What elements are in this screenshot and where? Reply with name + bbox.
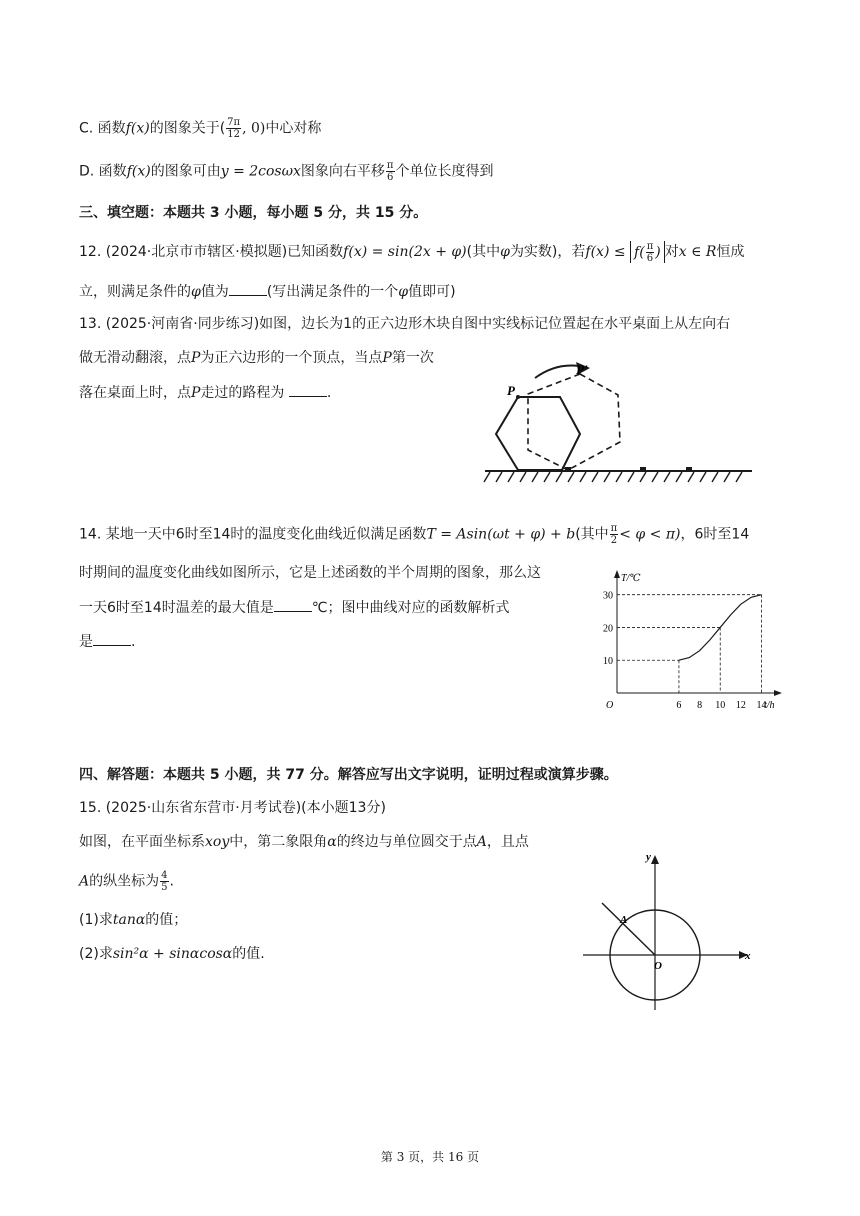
question-14-line-3: 一天6时至14时温差的最大值是 ℃；图中曲线对应的函数解析式 (79, 597, 509, 618)
point-a-label: A (620, 914, 628, 926)
x-tick-label: 6 (676, 700, 682, 711)
section-heading-answers: 四、解答题：本题共 5 小题，共 77 分。解答应写出文字说明，证明过程或演算步骤。 (79, 767, 618, 783)
vertex-dot (516, 395, 520, 399)
question-15-part-1: (1)求tanα的值； (79, 912, 188, 928)
hatch-mark (580, 472, 586, 482)
origin-label: O (654, 960, 662, 972)
y-tick-label: 30 (603, 590, 613, 602)
hatch-mark (652, 472, 658, 482)
question-12-line-2: 立，则满足条件的φ值为 (写出满足条件的一个φ值即可) (79, 281, 456, 302)
unit-circle-figure (578, 845, 758, 1015)
x-axis-arrow-icon (774, 690, 782, 696)
question-13-line-2: 做无滑动翻滚，点P为正六边形的一个顶点，当点P第一次 (79, 350, 434, 366)
table-mark (640, 467, 646, 472)
x-tick-label: 14 (756, 700, 767, 711)
question-14-line-1: 14. 某地一天中6时至14时的温度变化曲线近似满足函数T = Asin(ωt + φ) + b(其中 $\frac{\pi}{2}$ < φ < π)，6时至14 (79, 523, 750, 546)
point-p-label: P (507, 383, 515, 398)
x-axis-label: x (745, 950, 751, 962)
hatch-mark (544, 472, 550, 482)
hatch-mark (724, 472, 730, 482)
hatch-mark (700, 472, 706, 482)
y-axis-arrow-icon (651, 855, 659, 864)
question-14-line-2: 时期间的温度变化曲线如图所示，它是上述函数的半个周期的图象，那么这 (79, 565, 541, 581)
hatch-mark (604, 472, 610, 482)
question-14-line-4: 是 . (79, 631, 135, 652)
answer-blank[interactable] (93, 631, 131, 646)
page-footer: 第 3 页，共 16 页 (380, 1150, 480, 1164)
question-15-line-1: 15. (2025·山东省东营市·月考试卷)(本小题13分) (79, 800, 386, 816)
answer-blank[interactable] (229, 281, 267, 296)
hatch-mark (688, 472, 694, 482)
absolute-value: f( $\frac{\pi}{6}$ ) (630, 241, 665, 263)
x-tick-label: 12 (735, 700, 746, 711)
hexagon-rolling-figure (480, 350, 760, 485)
hatch-mark (628, 472, 634, 482)
hatch-mark (496, 472, 502, 482)
x-axis-label: t/h (764, 700, 775, 711)
x-tick-label: 8 (697, 700, 703, 711)
hatch-mark (484, 472, 490, 482)
y-tick-label: 10 (603, 656, 613, 668)
temperature-chart (595, 565, 790, 720)
question-13-line-3: 落在桌面上时，点P走过的路程为 . (79, 382, 331, 403)
hatch-mark (520, 472, 526, 482)
point-p-prime-label: P' (576, 362, 588, 377)
origin-label: O (606, 700, 614, 711)
question-12-line-1: 12. (2024·北京市市辖区·模拟题)已知函数f(x) = sin(2x + φ)(其中φ为实数)，若f(x) ≤ f( $\frac{\pi}{6}$ ) 对x ∈ R恒成 (79, 241, 745, 264)
question-13-line-1: 13. (2025·河南省·同步练习)如图，边长为1的正六边形木块自图中实线标记位置起在水平桌面上从左向右 (79, 316, 731, 332)
answer-blank[interactable] (289, 382, 327, 397)
hatch-mark (664, 472, 670, 482)
hatch-mark (616, 472, 622, 482)
table-mark (686, 467, 692, 472)
hatch-mark (556, 472, 562, 482)
question-15-line-2: 如图，在平面坐标系xoy中，第二象限角α的终边与单位圆交于点A，且点 (79, 834, 529, 850)
answer-blank[interactable] (274, 597, 312, 612)
hatch-mark (736, 472, 742, 482)
hatch-mark (676, 472, 682, 482)
y-tick-label: 20 (603, 623, 613, 635)
question-15-part-2: (2)求sin²α + sinαcosα的值. (79, 946, 265, 962)
hatch-mark (508, 472, 514, 482)
hatch-mark (592, 472, 598, 482)
hatch-mark (640, 472, 646, 482)
table-mark (565, 467, 571, 472)
solid-hexagon (496, 397, 580, 470)
question-15-line-3: A的纵坐标为 $\frac{4}{5}$ . (79, 870, 174, 893)
x-tick-label: 10 (715, 700, 726, 711)
y-axis-label: y (646, 851, 651, 863)
option-c: C. 函数f(x)的图象关于( $\frac{7\pi}{12}$ , 0)中心对称 (79, 117, 322, 140)
fraction: $\frac{7\pi}{12}$ (227, 117, 241, 140)
option-d: D. 函数f(x)的图象可由y = 2cosωx图象向右平移 $\frac{\pi}{6}$ 个单位长度得到 (79, 160, 494, 183)
hatch-mark (712, 472, 718, 482)
table-hatching (484, 472, 742, 482)
section-heading-fill-in: 三、填空题：本题共 3 小题，每小题 5 分，共 15 分。 (79, 205, 428, 221)
y-axis-arrow-icon (614, 570, 620, 578)
y-axis-label: T/℃ (621, 573, 641, 584)
hatch-mark (532, 472, 538, 482)
fraction: $\frac{\pi}{6}$ (386, 160, 394, 183)
hatch-mark (568, 472, 574, 482)
